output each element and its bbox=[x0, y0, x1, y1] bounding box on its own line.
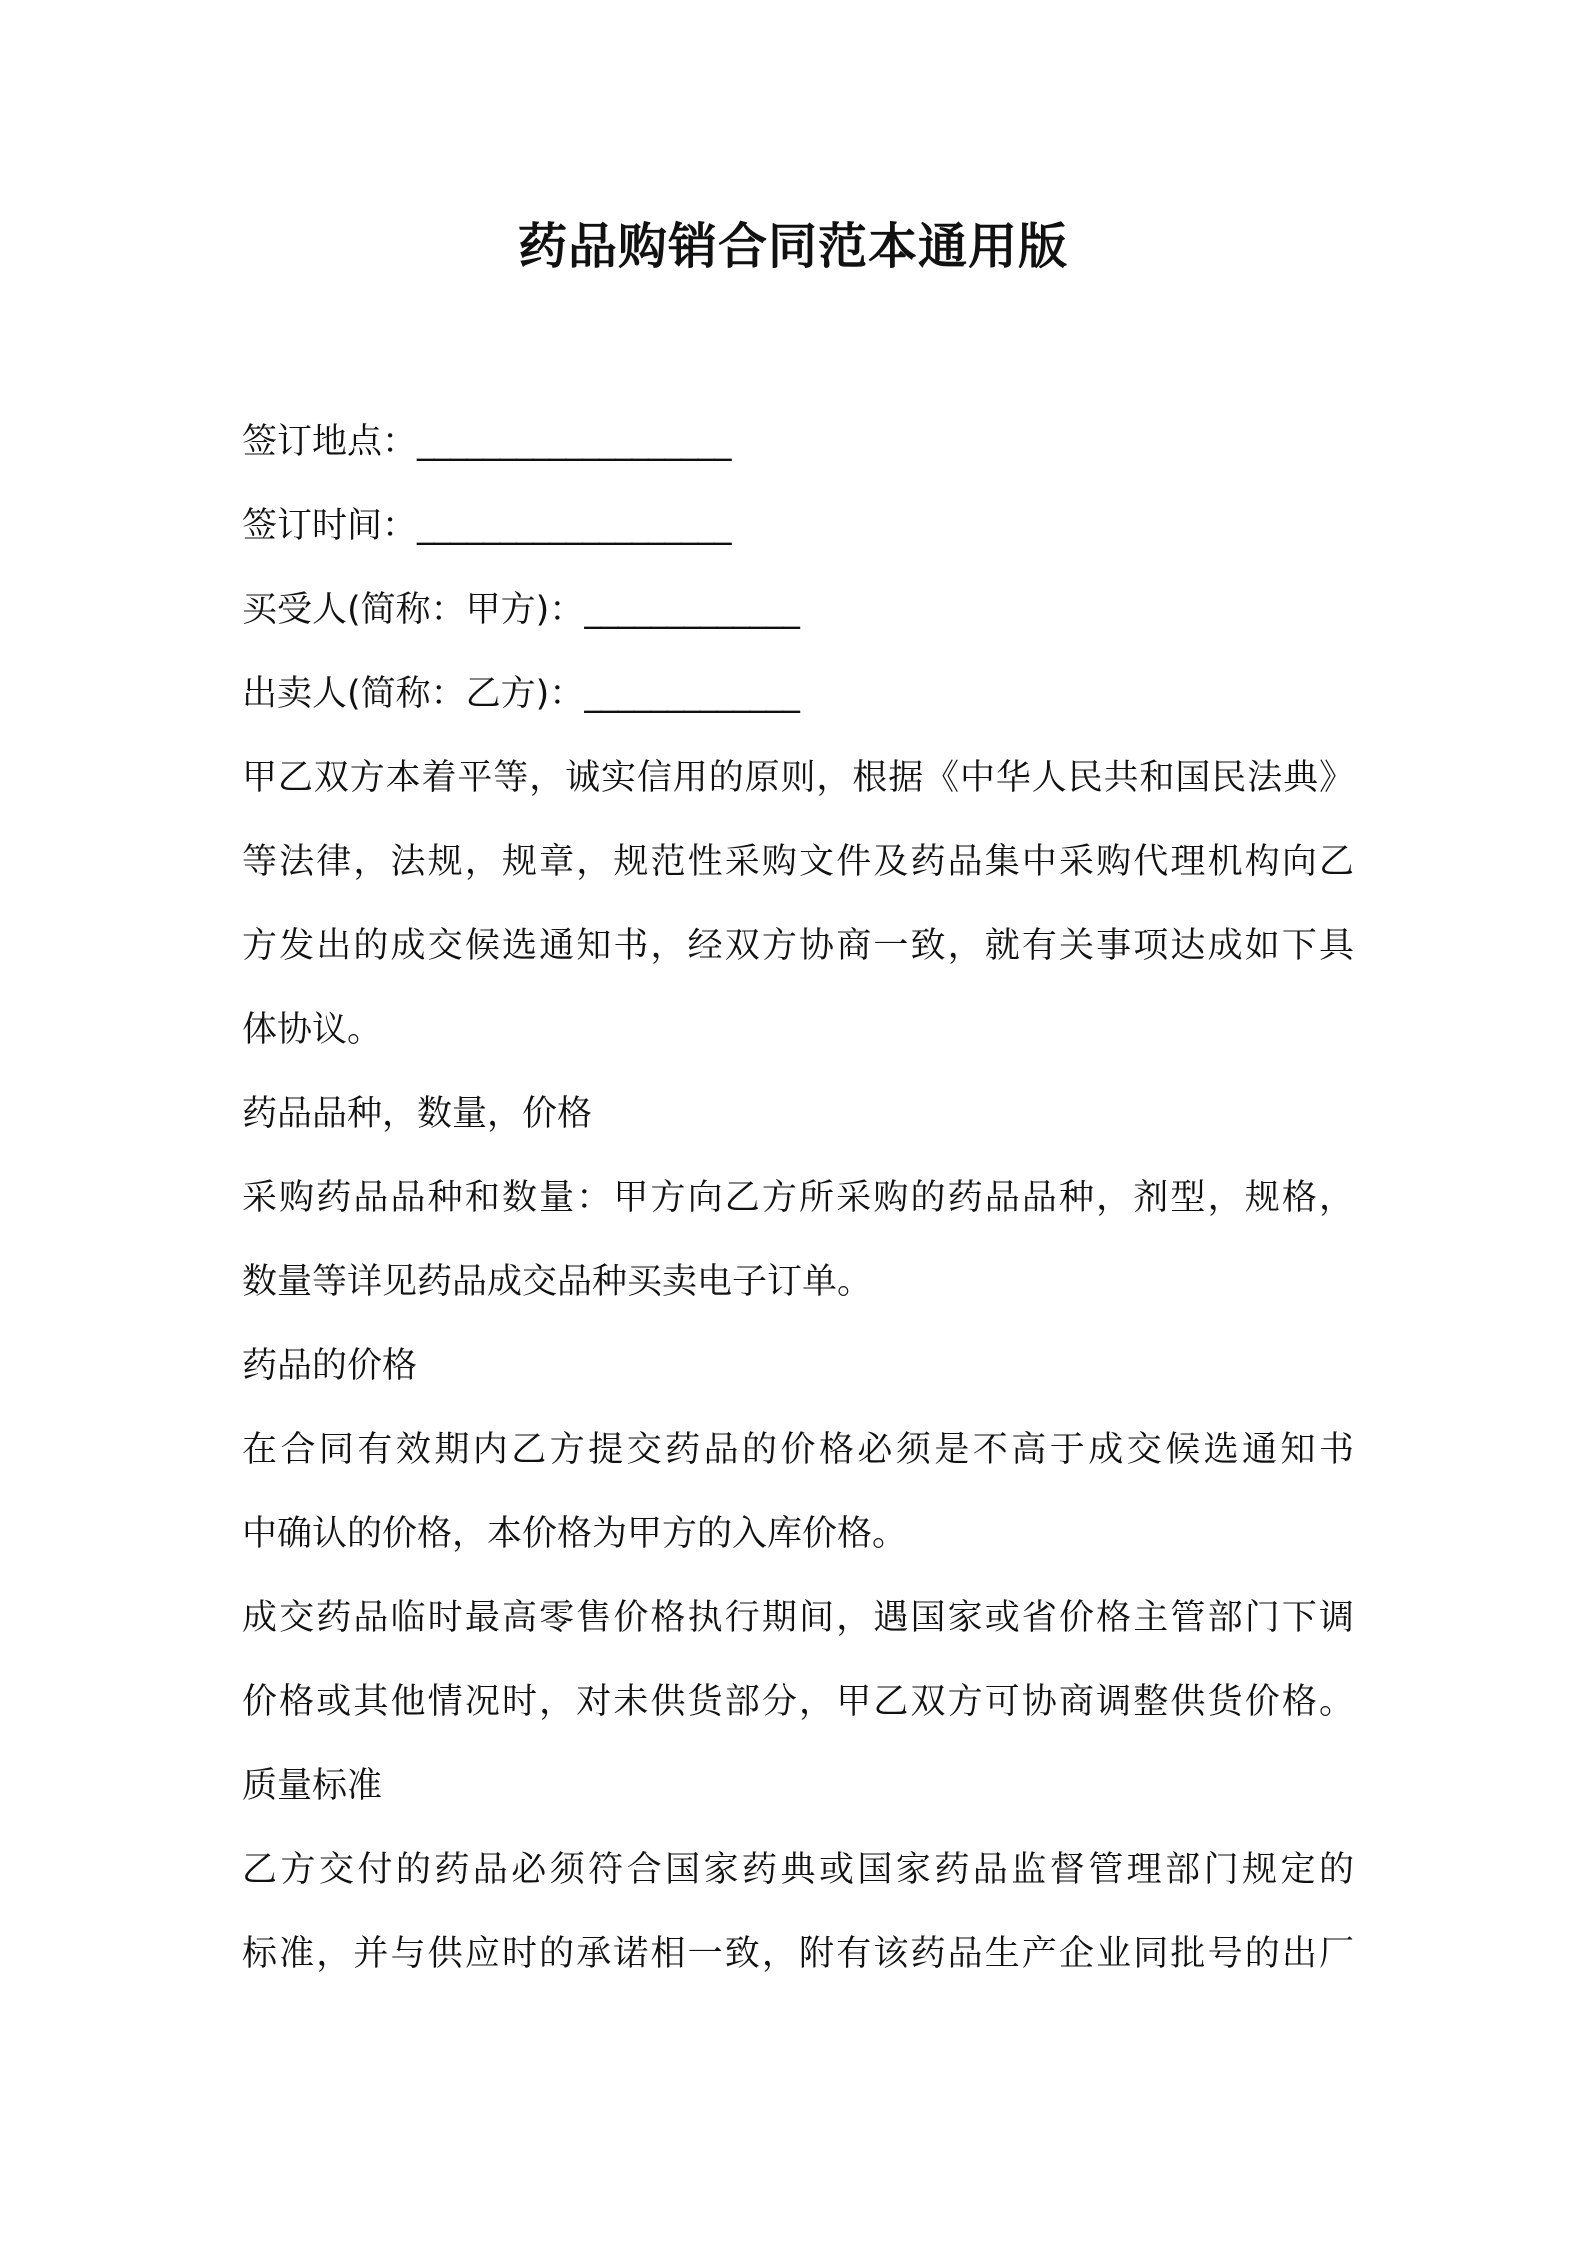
document-body bbox=[242, 400, 1354, 1996]
section-heading: 药品品种，数量，价格 bbox=[242, 1094, 593, 1134]
field-blank: ___________________ bbox=[417, 422, 731, 462]
field-label: 签订时间： bbox=[242, 506, 418, 546]
field-blank: _____________ bbox=[584, 590, 799, 630]
body-text-line: 甲乙双方本着平等，诚实信用的原则，根据《中华人民共和国民法典》 bbox=[242, 758, 1354, 798]
body-text-line: 等法律，法规，规章，规范性采购文件及药品集中采购代理机构向乙 bbox=[242, 842, 1354, 882]
field-buyer bbox=[242, 568, 1354, 652]
field-blank: _____________ bbox=[584, 674, 799, 714]
section-heading: 质量标准 bbox=[242, 1766, 383, 1806]
field-label: 买受人(简称：甲方)： bbox=[242, 590, 585, 630]
body-text-line: 中确认的价格，本价格为甲方的入库价格。 bbox=[242, 1514, 908, 1554]
body-text-line: 体协议。 bbox=[242, 1010, 383, 1050]
body-text-line: 价格或其他情况时，对未供货部分，甲乙双方可协商调整供货价格。 bbox=[242, 1682, 1354, 1722]
body-text-line: 标准，并与供应时的承诺相一致，附有该药品生产企业同批号的出厂 bbox=[242, 1934, 1354, 1974]
section-heading: 药品的价格 bbox=[242, 1346, 418, 1386]
body-text-line: 乙方交付的药品必须符合国家药典或国家药品监督管理部门规定的 bbox=[242, 1850, 1354, 1890]
document-title: 药品购销合同范本通用版 bbox=[517, 218, 1068, 275]
field-signing-place bbox=[242, 400, 1354, 484]
field-seller bbox=[242, 652, 1354, 736]
body-text-line: 采购药品品种和数量：甲方向乙方所采购的药品品种，剂型，规格， bbox=[242, 1178, 1354, 1218]
field-signing-time bbox=[242, 484, 1354, 568]
body-text-line: 成交药品临时最高零售价格执行期间，遇国家或省价格主管部门下调 bbox=[242, 1598, 1354, 1638]
field-label: 出卖人(简称：乙方)： bbox=[242, 674, 585, 714]
field-label: 签订地点： bbox=[242, 422, 418, 462]
body-text-line: 方发出的成交候选通知书，经双方协商一致，就有关事项达成如下具 bbox=[242, 926, 1354, 966]
body-text-line: 数量等详见药品成交品种买卖电子订单。 bbox=[242, 1262, 873, 1302]
body-text-line: 在合同有效期内乙方提交药品的价格必须是不高于成交候选通知书 bbox=[242, 1430, 1354, 1470]
field-blank: ___________________ bbox=[417, 506, 731, 546]
